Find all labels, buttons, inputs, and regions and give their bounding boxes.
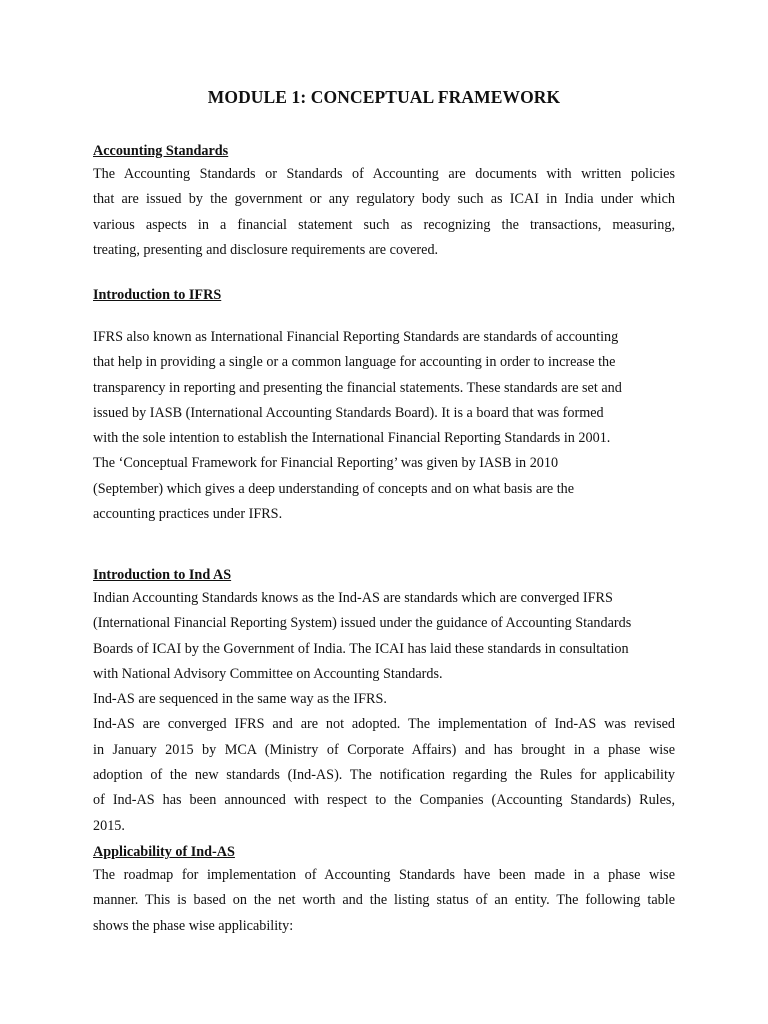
text-line: adoption of the new standards (Ind-AS). The notification regarding the Rules for applicability — [93, 767, 675, 784]
text-line: Boards of ICAI by the Government of India. The ICAI has laid these standards in consultation — [93, 640, 629, 657]
text-line: that are issued by the government or any regulatory body such as ICAI in India under which — [93, 191, 675, 208]
text-line: with National Advisory Committee on Accounting Standards. — [93, 665, 443, 682]
text-line: transparency in reporting and presenting the financial statements. These standards are set and — [93, 379, 622, 396]
paragraph-accounting-standards — [93, 162, 675, 263]
text-line: that help in providing a single or a common language for accounting in order to increase the — [93, 354, 616, 371]
text-line: The ‘Conceptual Framework for Financial Reporting’ was given by IASB in 2010 — [93, 455, 559, 472]
text-line: in January 2015 by MCA (Ministry of Corporate Affairs) and has brought in a phase wise — [93, 741, 675, 758]
paragraph-applicability-ind-as — [93, 863, 675, 939]
heading-applicability-ind-as: Applicability of Ind-AS — [93, 844, 235, 860]
text-line: with the sole intention to establish the International Financial Reporting Standards in 2001. — [93, 430, 611, 447]
heading-accounting-standards: Accounting Standards — [93, 143, 229, 159]
text-line: Indian Accounting Standards knows as the Ind-AS are standards which are converged IFRS — [93, 590, 613, 606]
heading-intro-ifrs: Introduction to IFRS — [93, 287, 222, 303]
text-line: (September) which gives a deep understanding of concepts and on what basis are the — [93, 480, 575, 497]
text-line: Ind-AS are sequenced in the same way as the IFRS. — [93, 691, 387, 708]
text-line: accounting practices under IFRS. — [93, 506, 283, 523]
text-line: IFRS also known as International Financial Reporting Standards are standards of accounting — [93, 329, 619, 345]
text-line: The roadmap for implementation of Accounting Standards have been made in a phase wise — [93, 867, 675, 883]
text-line: manner. This is based on the net worth and the listing status of an entity. The following table — [93, 892, 675, 909]
text-line: of Ind-AS has been announced with respect to the Companies (Accounting Standards) Rules, — [93, 792, 675, 809]
text-line: treating, presenting and disclosure requirements are covered. — [93, 241, 439, 258]
text-line: various aspects in a financial statement such as recognizing the transactions, measuring, — [93, 216, 675, 233]
text-line: issued by IASB (International Accounting Standards Board). It is a board that was formed — [93, 404, 604, 421]
text-line: The Accounting Standards or Standards of Accounting are documents with written policies — [93, 166, 675, 182]
paragraph-intro-ind-as — [93, 586, 675, 839]
heading-intro-ind-as: Introduction to Ind AS — [93, 567, 232, 583]
text-line: shows the phase wise applicability: — [93, 917, 294, 934]
text-line: (International Financial Reporting System) issued under the guidance of Accounting Standards — [93, 615, 632, 632]
page-title: MODULE 1: CONCEPTUAL FRAMEWORK — [207, 87, 561, 107]
text-line: 2015. — [93, 817, 125, 834]
paragraph-intro-ifrs — [93, 325, 675, 527]
text-line: Ind-AS are converged IFRS and are not adopted. The implementation of Ind-AS was revised — [93, 716, 675, 733]
